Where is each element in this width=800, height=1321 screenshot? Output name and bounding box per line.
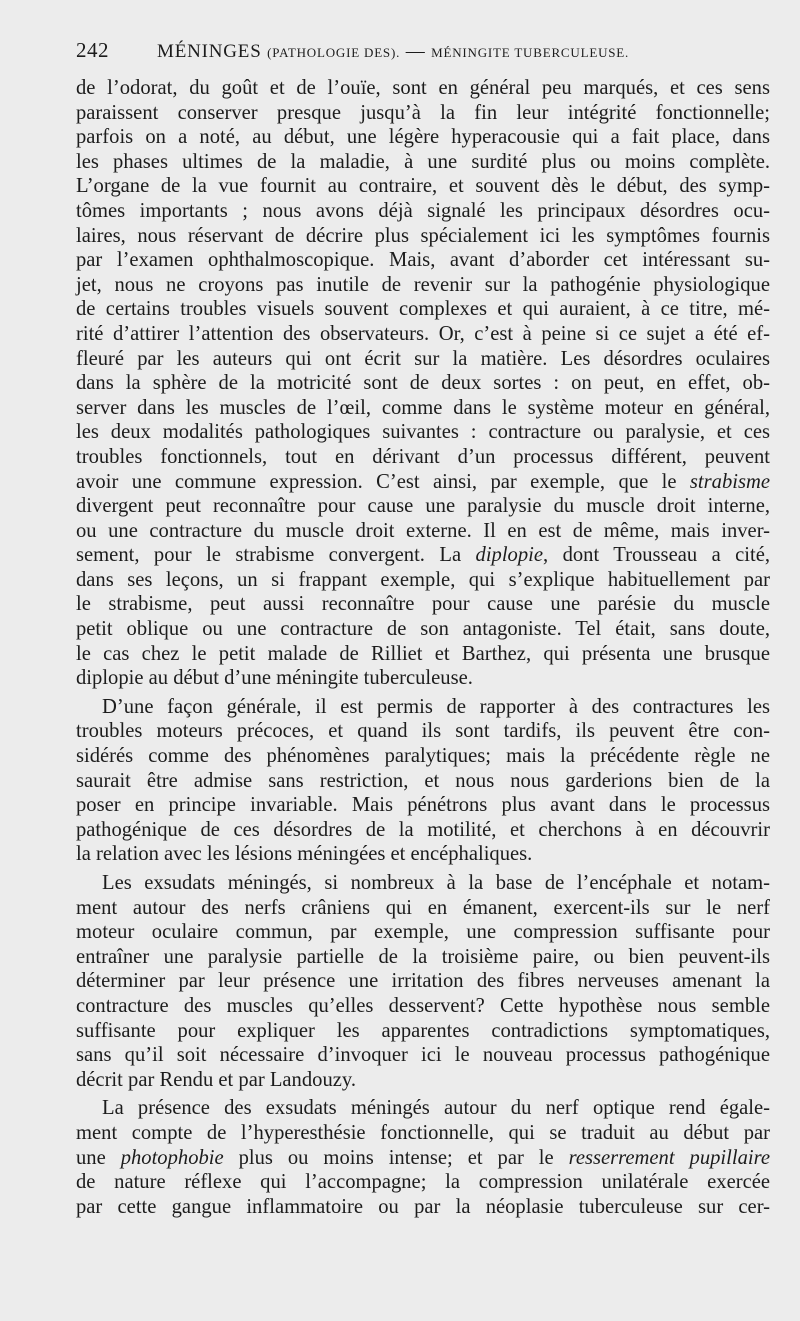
text-segment: ment autour des nerfs crâniens qui en émanent, exercent-ils sur le nerf	[76, 896, 770, 919]
text-line	[76, 719, 770, 744]
text-segment: décrit par Rendu et par Landouzy.	[76, 1068, 356, 1091]
text-line	[76, 76, 770, 101]
paragraph	[76, 1096, 770, 1219]
text-segment: moteur oculaire commun, par exemple, une compression suffisante pour	[76, 921, 770, 944]
text-segment: troubles fonctionnels, tout en dérivant d’un processus différent, peuvent	[76, 445, 770, 468]
body-text	[76, 76, 770, 1219]
text-segment: D’une façon générale, il est permis de rapporter à des contractures les	[102, 695, 770, 718]
text-line	[76, 568, 770, 593]
text-segment: paraissent conserver presque jusqu’à la fin leur intégrité fonctionnelle;	[76, 101, 770, 124]
text-segment: de l’odorat, du goût et de l’ouïe, sont en général peu marqués, et ces sens	[76, 77, 770, 99]
text-segment: dans ses leçons, un si frappant exemple, qui s’explique habituellement par	[76, 568, 770, 591]
text-line	[76, 174, 770, 199]
text-segment: diplopie au début d’une méningite tuberculeuse.	[76, 667, 473, 690]
text-line	[76, 1043, 770, 1068]
text-segment: La présence des exsudats méningés autour du nerf optique rend égale-	[102, 1097, 770, 1120]
text-segment: rité d’attirer l’attention des observateurs. Or, c’est à peine si ce sujet a été ef-	[76, 322, 770, 345]
text-line	[76, 1170, 770, 1195]
text-segment: le cas chez le petit malade de Rilliet et Barthez, qui présenta une brusque	[76, 642, 770, 665]
text-line	[76, 101, 770, 126]
text-line	[76, 695, 770, 720]
text-segment: , dont Trousseau a cité,	[543, 544, 770, 567]
text-line	[76, 744, 770, 769]
text-segment: petit oblique ou une contracture de son antagoniste. Tel était, sans doute,	[76, 618, 770, 641]
text-line	[76, 642, 770, 667]
text-line	[76, 1121, 770, 1146]
text-segment: parfois on a noté, au début, une légère hyperacousie qui a fait place, dans	[76, 126, 770, 149]
text-line	[76, 125, 770, 150]
text-segment: avoir une commune expression. C’est ainsi, par exemple, que le	[76, 470, 690, 493]
text-segment: de nature réflexe qui l’accompagne; la compression unilatérale exercée	[76, 1171, 770, 1194]
italic-term: resserrement pupillaire	[568, 1146, 770, 1169]
text-segment: tômes importants ; nous avons déjà signalé les principaux désordres ocu-	[76, 199, 770, 222]
text-line	[76, 297, 770, 322]
text-line	[76, 920, 770, 945]
text-segment: poser en principe invariable. Mais pénétrons plus avant dans le processus	[76, 794, 770, 817]
text-line	[76, 842, 770, 867]
running-title	[157, 41, 629, 63]
text-line	[76, 445, 770, 470]
text-line	[76, 1096, 770, 1121]
text-line	[76, 1019, 770, 1044]
text-segment: les deux modalités pathologiques suivantes : contracture ou paralysie, et ces	[76, 421, 770, 444]
text-line	[76, 818, 770, 843]
text-line	[76, 470, 770, 495]
text-segment: suffisante pour expliquer les apparentes contradictions symptomatiques,	[76, 1019, 770, 1042]
text-segment: de certains troubles visuels souvent complexes et qui auraient, à ce titre, mé-	[76, 298, 770, 321]
text-segment: divergent peut reconnaître pour cause une paralysie du muscle droit interne,	[76, 495, 770, 518]
text-segment: ou une contracture du muscle droit externe. Il en est de même, mais inver-	[76, 519, 770, 542]
text-line	[76, 592, 770, 617]
text-line	[76, 322, 770, 347]
text-line	[76, 224, 770, 249]
text-segment: déterminer par leur présence une irritation des fibres nerveuses amenant la	[76, 970, 770, 993]
running-subtitle: MÉNINGITE TUBERCULEUSE.	[431, 45, 630, 60]
text-segment: sidérés comme des phénomènes paralytiques; mais la précédente règle ne	[76, 745, 770, 768]
running-title-main: MÉNINGES	[157, 41, 262, 62]
text-segment: server dans les muscles de l’œil, comme dans le système moteur en général,	[76, 396, 770, 419]
paragraph	[76, 695, 770, 867]
text-line	[76, 248, 770, 273]
text-segment: plus ou moins intense; et par le	[223, 1146, 569, 1169]
text-line	[76, 494, 770, 519]
text-line	[76, 371, 770, 396]
text-line	[76, 519, 770, 544]
running-title-paren: (PATHOLOGIE DES).	[267, 45, 401, 60]
text-line	[76, 945, 770, 970]
text-segment: saurait être admise sans restriction, et nous nous garderions bien de la	[76, 769, 770, 792]
text-segment: Les exsudats méningés, si nombreux à la base de l’encéphale et notam-	[102, 872, 770, 894]
running-header	[76, 38, 742, 66]
text-segment: sans qu’il soit nécessaire d’invoquer ici le nouveau processus pathogénique	[76, 1044, 770, 1067]
text-line	[76, 1068, 770, 1093]
text-segment: pathogénique de ces désordres de la motilité, et cherchons à en découvrir	[76, 818, 770, 841]
paragraph	[76, 871, 770, 1092]
paragraph	[76, 76, 770, 691]
text-segment: L’organe de la vue fournit au contraire, et souvent dès le début, des symp-	[76, 175, 770, 198]
text-line	[76, 1146, 770, 1171]
text-segment: jet, nous ne croyons pas inutile de revenir sur la pathogénie physiologique	[76, 273, 770, 296]
text-line	[76, 896, 770, 921]
text-segment: le strabisme, peut aussi reconnaître pour cause une parésie du muscle	[76, 593, 770, 616]
text-segment: une	[76, 1146, 121, 1169]
text-line	[76, 969, 770, 994]
running-title-dash: —	[405, 41, 426, 62]
text-segment: sement, pour le strabisme convergent. La	[76, 544, 476, 567]
text-line	[76, 150, 770, 175]
text-segment: la relation avec les lésions méningées et encéphaliques.	[76, 843, 533, 866]
text-line	[76, 1195, 770, 1220]
text-line	[76, 871, 770, 896]
italic-term: strabisme	[689, 470, 770, 493]
text-line	[76, 793, 770, 818]
text-segment: contracture des muscles qu’elles desservent? Cette hypothèse nous semble	[76, 994, 770, 1017]
text-segment: les phases ultimes de la maladie, à une surdité plus ou moins complète.	[76, 150, 770, 173]
text-segment: par l’examen ophthalmoscopique. Mais, avant d’aborder cet intéressant su-	[76, 249, 770, 272]
italic-term: photophobie	[120, 1146, 224, 1169]
text-line	[76, 994, 770, 1019]
text-line	[76, 666, 770, 691]
text-segment: fleuré par les auteurs qui ont écrit sur la matière. Les désordres oculaires	[76, 347, 770, 370]
text-segment: entraîner une paralysie partielle de la troisième paire, ou bien peuvent-ils	[76, 945, 770, 968]
text-line	[76, 420, 770, 445]
text-line	[76, 273, 770, 298]
text-segment: troubles moteurs précoces, et quand ils sont tardifs, ils peuvent être con-	[76, 720, 770, 743]
text-line	[76, 396, 770, 421]
text-line	[76, 543, 770, 568]
page-number: 242	[76, 38, 109, 62]
text-segment: laires, nous réservant de décrire plus spécialement ici les symptômes fournis	[76, 224, 770, 247]
text-segment: dans la sphère de la motricité sont de deux sortes : on peut, en effet, ob-	[76, 372, 770, 395]
text-line	[76, 199, 770, 224]
italic-term: diplopie	[475, 544, 544, 567]
text-line	[76, 617, 770, 642]
text-line	[76, 769, 770, 794]
text-segment: par cette gangue inflammatoire ou par la néoplasie tuberculeuse sur cer-	[76, 1195, 770, 1218]
text-segment: ment compte de l’hyperesthésie fonctionnelle, qui se traduit au début par	[76, 1121, 770, 1144]
text-line	[76, 347, 770, 372]
